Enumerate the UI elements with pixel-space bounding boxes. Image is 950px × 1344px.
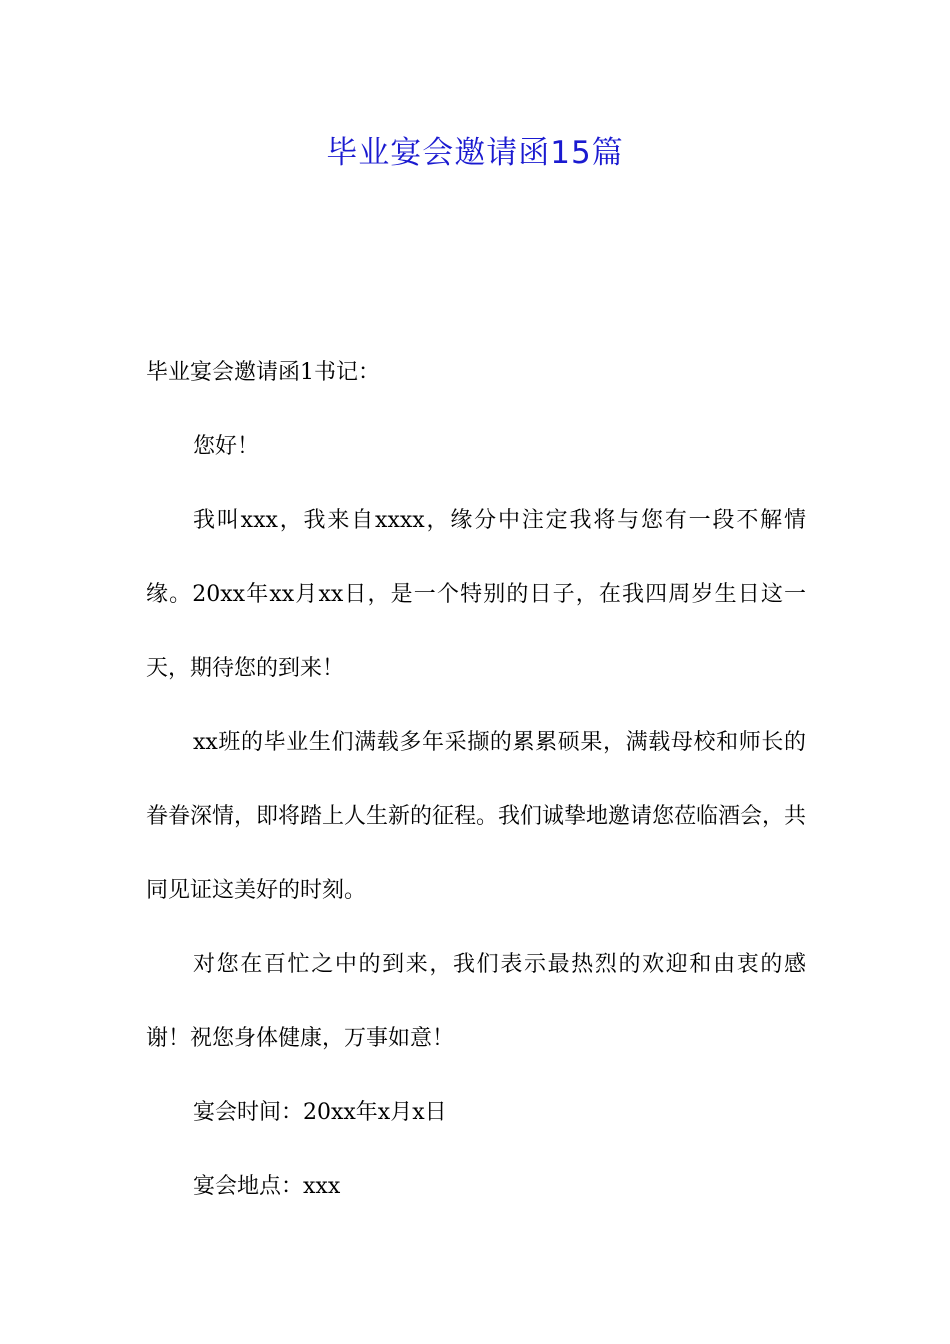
banquet-time-line: 宴会时间：20xx年x月x日	[193, 1100, 447, 1125]
thanks-paragraph: 对您在百忙之中的到来，我们表示最热烈的欢迎和由衷的感谢！祝您身体健康，万事如意！	[146, 952, 806, 1051]
document-title: 毕业宴会邀请函15篇	[326, 135, 624, 171]
intro-paragraph: 我叫xxx，我来自xxxx，缘分中注定我将与您有一段不解情缘。20xx年xx月xx日，是一个特别的日子，在我四周岁生日这一天，期待您的到来！	[146, 508, 806, 681]
salutation-line: 毕业宴会邀请函1书记：	[146, 360, 380, 385]
banquet-location-line: 宴会地点：xxx	[193, 1174, 341, 1199]
greeting-line: 您好！	[193, 434, 260, 459]
invitation-paragraph: xx班的毕业生们满载多年采撷的累累硕果，满载母校和师长的眷眷深情，即将踏上人生新的征程。我们诚挚地邀请您莅临酒会，共同见证这美好的时刻。	[146, 730, 807, 903]
document-body	[146, 336, 806, 1224]
